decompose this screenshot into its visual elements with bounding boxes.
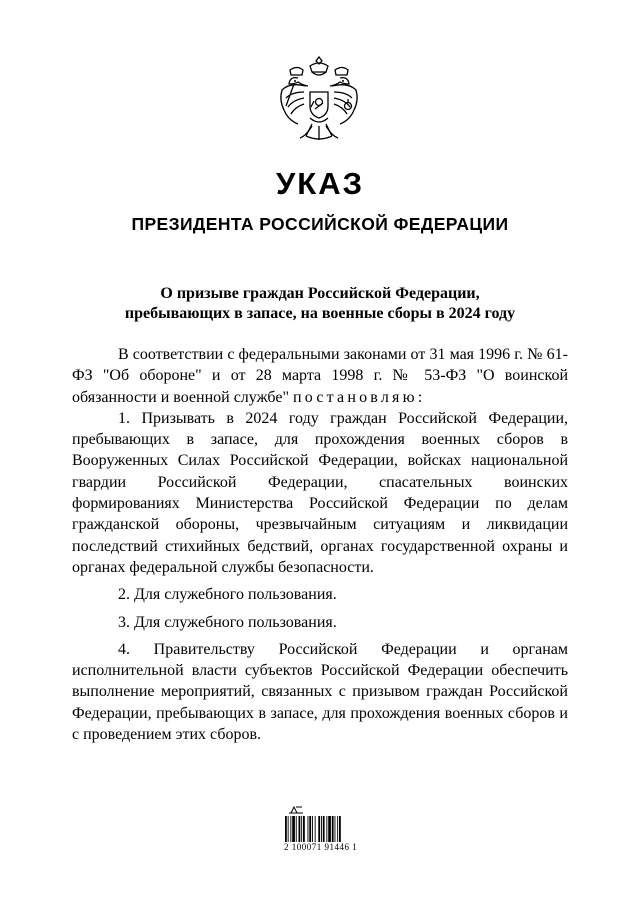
coat-of-arms-emblem-icon [276, 54, 362, 152]
decree-heading [72, 284, 568, 324]
preamble-resolution: постановляю: [292, 388, 426, 406]
heading-line: О призыве граждан Российской Федерации, [160, 285, 480, 302]
document-title: УКАЗ [275, 166, 364, 201]
printer-mark-icon [288, 804, 304, 814]
registration-footer [284, 804, 384, 856]
document-subtitle: ПРЕЗИДЕНТА РОССИЙСКОЙ ФЕДЕРАЦИИ [131, 214, 509, 234]
clause-1: 1. Призывать в 2024 году граждан Российской Федерации, пребывающих в запасе, для прохождения военных сборов в Вооруженных Силах Российской Федерации, войсках национальной гвардии Российской Федерации, спасательных воинских формированиях Министерства Российской Федерации по делам гражданской обороны, чрезвычайным ситуациям и ликвидации последствий стихийных бедствий, органах государственной охраны и органах федеральной службы безопасности. [72, 409, 568, 576]
clause-3: 3. Для служебного пользования. [118, 613, 337, 631]
heading-line: пребывающих в запасе, на военные сборы в 2024 году [124, 305, 516, 322]
preamble-text: В соответствии с федеральными законами от 31 мая 1996 г. № 61-ФЗ "Об обороне" и от 28 марта 1998 г. № 53-ФЗ "О воинской обязанности и военной службе" [72, 346, 568, 406]
decree-body [72, 344, 568, 745]
barcode-number: 2 100071 91446 1 [284, 842, 358, 852]
preamble-paragraph [72, 344, 568, 408]
barcode-icon [284, 816, 364, 842]
clause-4: 4. Правительству Российской Федерации и органам исполнительной власти субъектов Российской Федерации обеспечить выполнение мероприятий, связанных с призывом граждан Российской Федерации, пребывающих в запасе, для прохождения военных сборов и с проведением этих сборов. [72, 640, 568, 744]
clause-2: 2. Для служебного пользования. [118, 586, 337, 604]
